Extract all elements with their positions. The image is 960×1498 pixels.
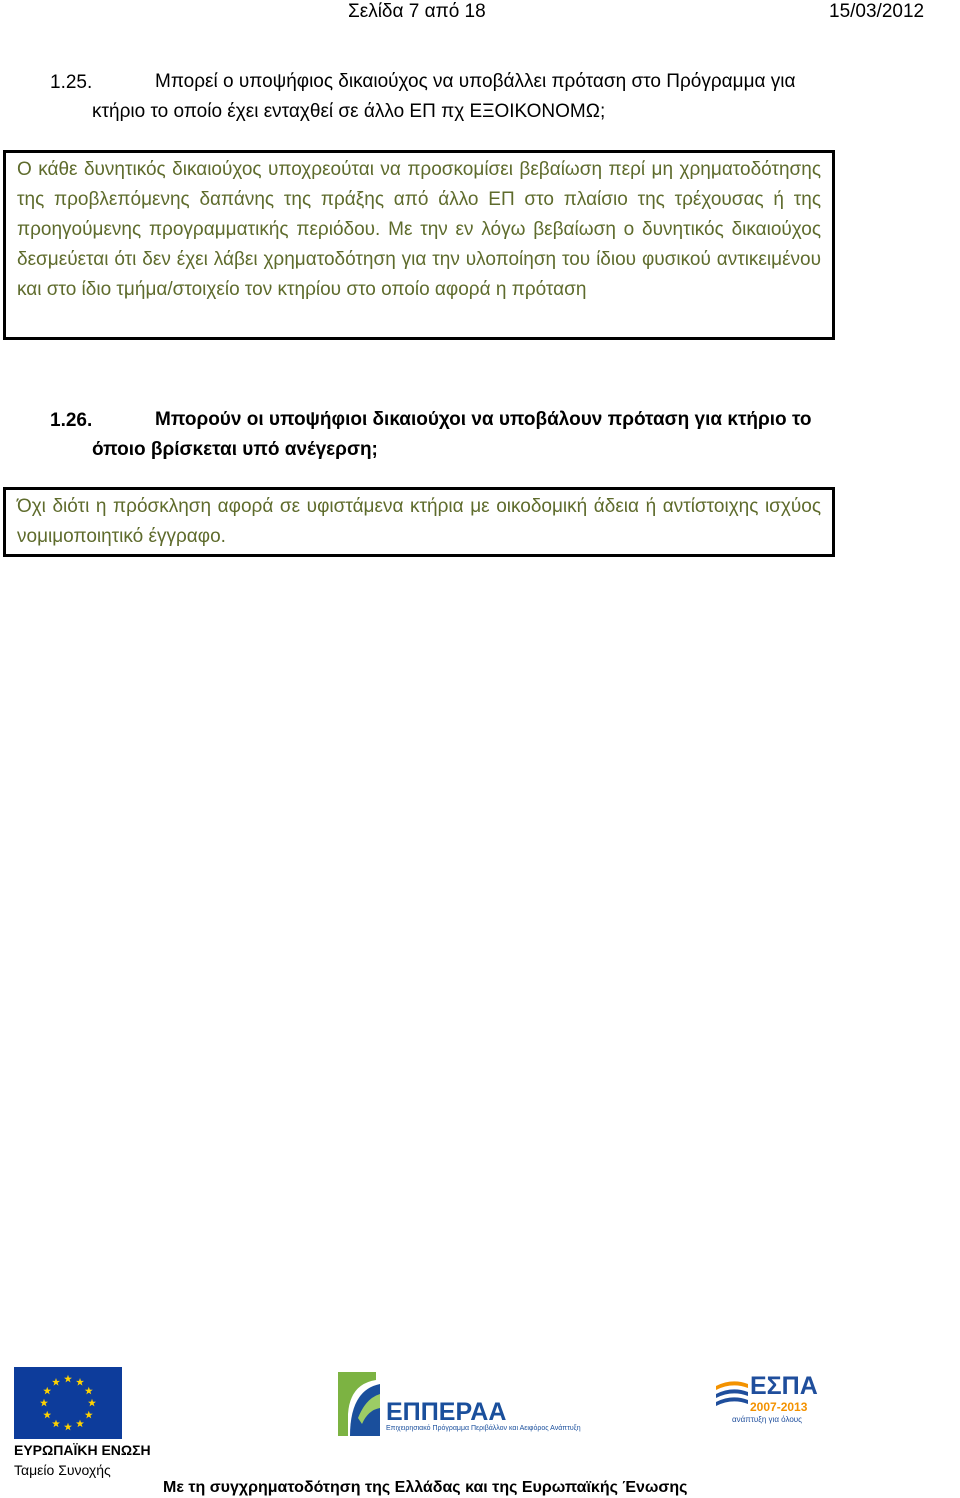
cofunding-statement: Με τη συγχρηματοδότηση της Ελλάδας και της Ευρωπαϊκής Ένωσης (163, 1479, 688, 1496)
eu-star-icon (64, 1423, 72, 1431)
answer-text: Ο κάθε δυνητικός δικαιούχος υποχρεούται να προσκομίσει βεβαίωση περί μη χρηματοδότησης της προβλεπόμενης δαπάνης της πράξης από άλλο ΕΠ στο πλαίσιο της τρέχουσας ή της προηγούμενης προγραμματικής περιόδου. Με την εν λόγω βεβαίωση ο δυνητικός δικαιούχος δεσμεύεται ότι δεν έχει λάβει χρηματοδότηση για την υλοποίηση του ίδιου φυσικού αντικειμένου και στο ίδιο τμήμα/στοιχείο τον κτηρίου στο οποίο αφορά η πρόταση (17, 159, 821, 300)
eu-star-icon (85, 1411, 93, 1419)
epperaa-subtitle: Επιχειρησιακό Πρόγραμμα Περιβάλλον και Αειφόρος Ανάπτυξη (386, 1425, 581, 1432)
question-text: Μπορούν οι υποψήφιοι δικαιούχοι να υποβάλουν πρόταση για κτήριο το όποιο βρίσκεται υπό ανέγερση; (92, 409, 812, 460)
eu-star-icon (52, 1378, 60, 1386)
eu-stars-icon (14, 1367, 122, 1439)
eu-star-icon (52, 1420, 60, 1428)
question-number: 1.25. (50, 72, 93, 93)
espa-years: 2007-2013 (750, 1400, 808, 1414)
question-number: 1.26. (50, 410, 93, 431)
eu-star-icon (76, 1378, 84, 1386)
espa-slogan: ανάπτυξη για όλους (732, 1415, 803, 1424)
page-date: 15/03/2012 (829, 1, 925, 22)
espa-name: ΕΣΠΑ (750, 1372, 818, 1400)
answer-text: Όχι διότι η πρόσκληση αφορά σε υφιστάμενα κτήρια με οικοδομική άδεια ή αντίστοιχης ισχύος νομιμοποιητικό έγγραφο. (17, 496, 821, 547)
page-number: Σελίδα 7 από 18 (348, 1, 486, 22)
eu-star-icon (43, 1411, 51, 1419)
espa-logo (714, 1372, 818, 1426)
eu-star-icon (85, 1387, 93, 1395)
answer-box (3, 487, 835, 557)
espa-swoosh-icon (714, 1376, 750, 1412)
epperaa-logo (336, 1368, 581, 1440)
eu-star-icon (76, 1420, 84, 1428)
eu-star-icon (43, 1387, 51, 1395)
eu-star-icon (88, 1399, 96, 1407)
eu-flag-logo (14, 1367, 122, 1439)
eu-fund-label: Ταμείο Συνοχής (14, 1462, 111, 1478)
answer-box (3, 150, 835, 340)
eu-star-icon (40, 1399, 48, 1407)
eu-star-icon (64, 1375, 72, 1383)
question-text: Μπορεί ο υποψήφιος δικαιούχος να υποβάλλει πρόταση στο Πρόγραμμα για κτήριο το οποίο έχει ενταχθεί σε άλλο ΕΠ πχ ΕΞΟΙΚΟΝΟΜΩ; (92, 71, 796, 122)
eu-label: ΕΥΡΩΠΑΪΚΗ ΕΝΩΣΗ (14, 1442, 151, 1458)
epperaa-name: ΕΠΠΕΡΑΑ (386, 1398, 507, 1426)
